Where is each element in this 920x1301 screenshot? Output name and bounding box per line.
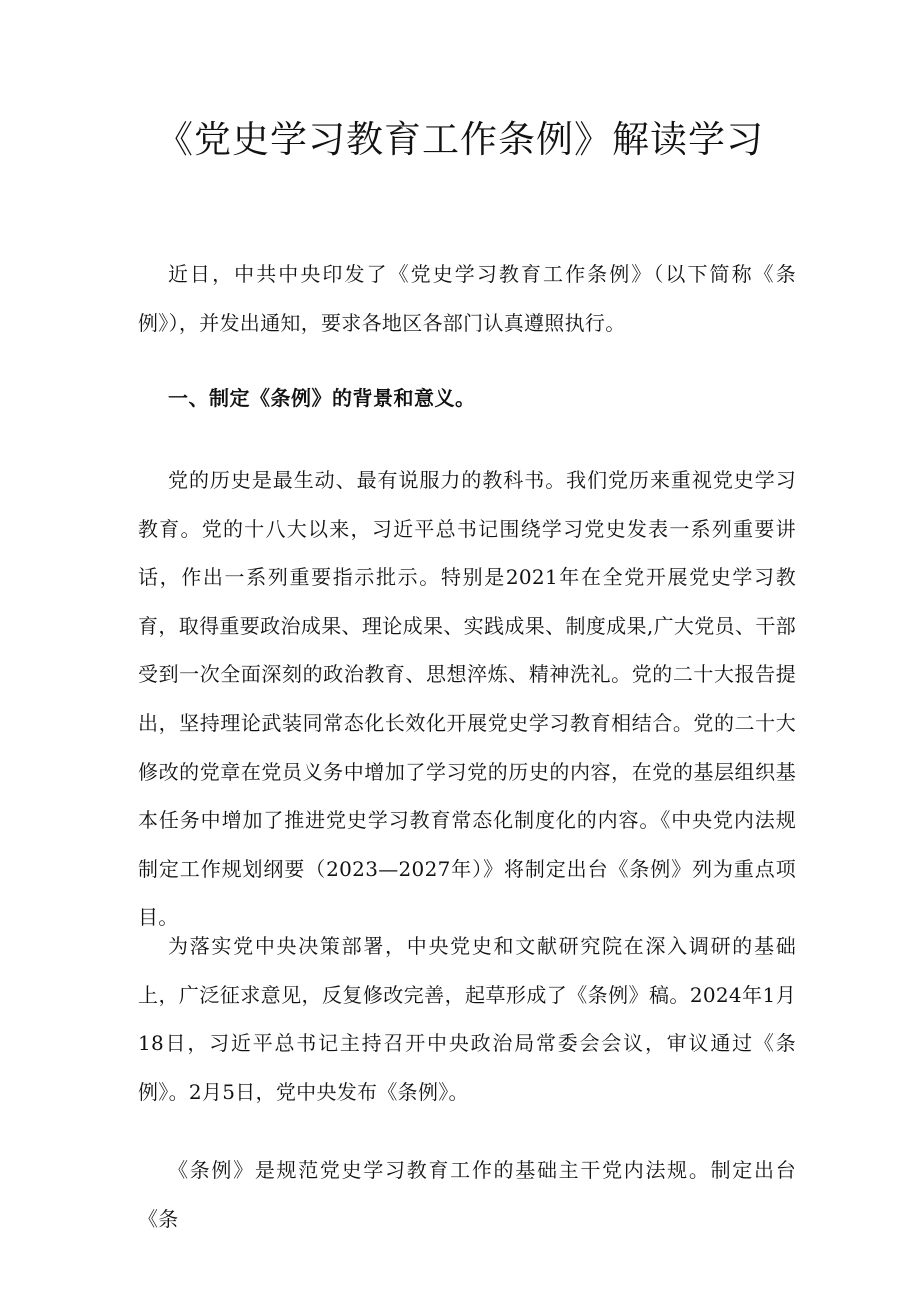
significance-paragraph: 《条例》是规范党史学习教育工作的基础主干党内法规。制定出台《条 <box>138 1158 796 1231</box>
section-heading: 一、制定《条例》的背景和意义。 <box>168 386 476 410</box>
background-paragraph: 党的历史是最生动、最有说服力的教科书。我们党历来重视党史学习教育。党的十八大以来，习近平总书记围绕学习党史发表一系列重要讲话，作出一系列重要指示批示。特别是2021年在全党开展党史学习教育，取得重要政治成果、理论成果、实践成果、制度成果,广大党员、干部受到一次全面深刻的政治教育、思想淬炼、精神洗礼。党的二十大报告提出，坚持理论武装同常态化长效化开展党史学习教育相结合。党的二十大修改的党章在党员义务中增加了学习党的历史的内容，在党的基层组织基本任务中增加了推进党史学习教育常态化制度化的内容。《中央党内法规制定工作规划纲要（2023—2027年）》将制定出台《条例》列为重点项目。 <box>138 468 796 930</box>
intro-paragraph: 近日，中共中央印发了《党史学习教育工作条例》（以下简称《条例》），并发出通知，要求各地区各部门认真遵照执行。 <box>138 262 796 335</box>
drafting-paragraph: 为落实党中央决策部署，中央党史和文献研究院在深入调研的基础上，广泛征求意见，反复修改完善，起草形成了《条例》稿。2024年1月18日，习近平总书记主持召开中央政治局常委会会议，审议通过《条例》。2月5日，党中央发布《条例》。 <box>138 934 796 1104</box>
document-title: 《党史学习教育工作条例》解读学习 <box>156 118 764 161</box>
